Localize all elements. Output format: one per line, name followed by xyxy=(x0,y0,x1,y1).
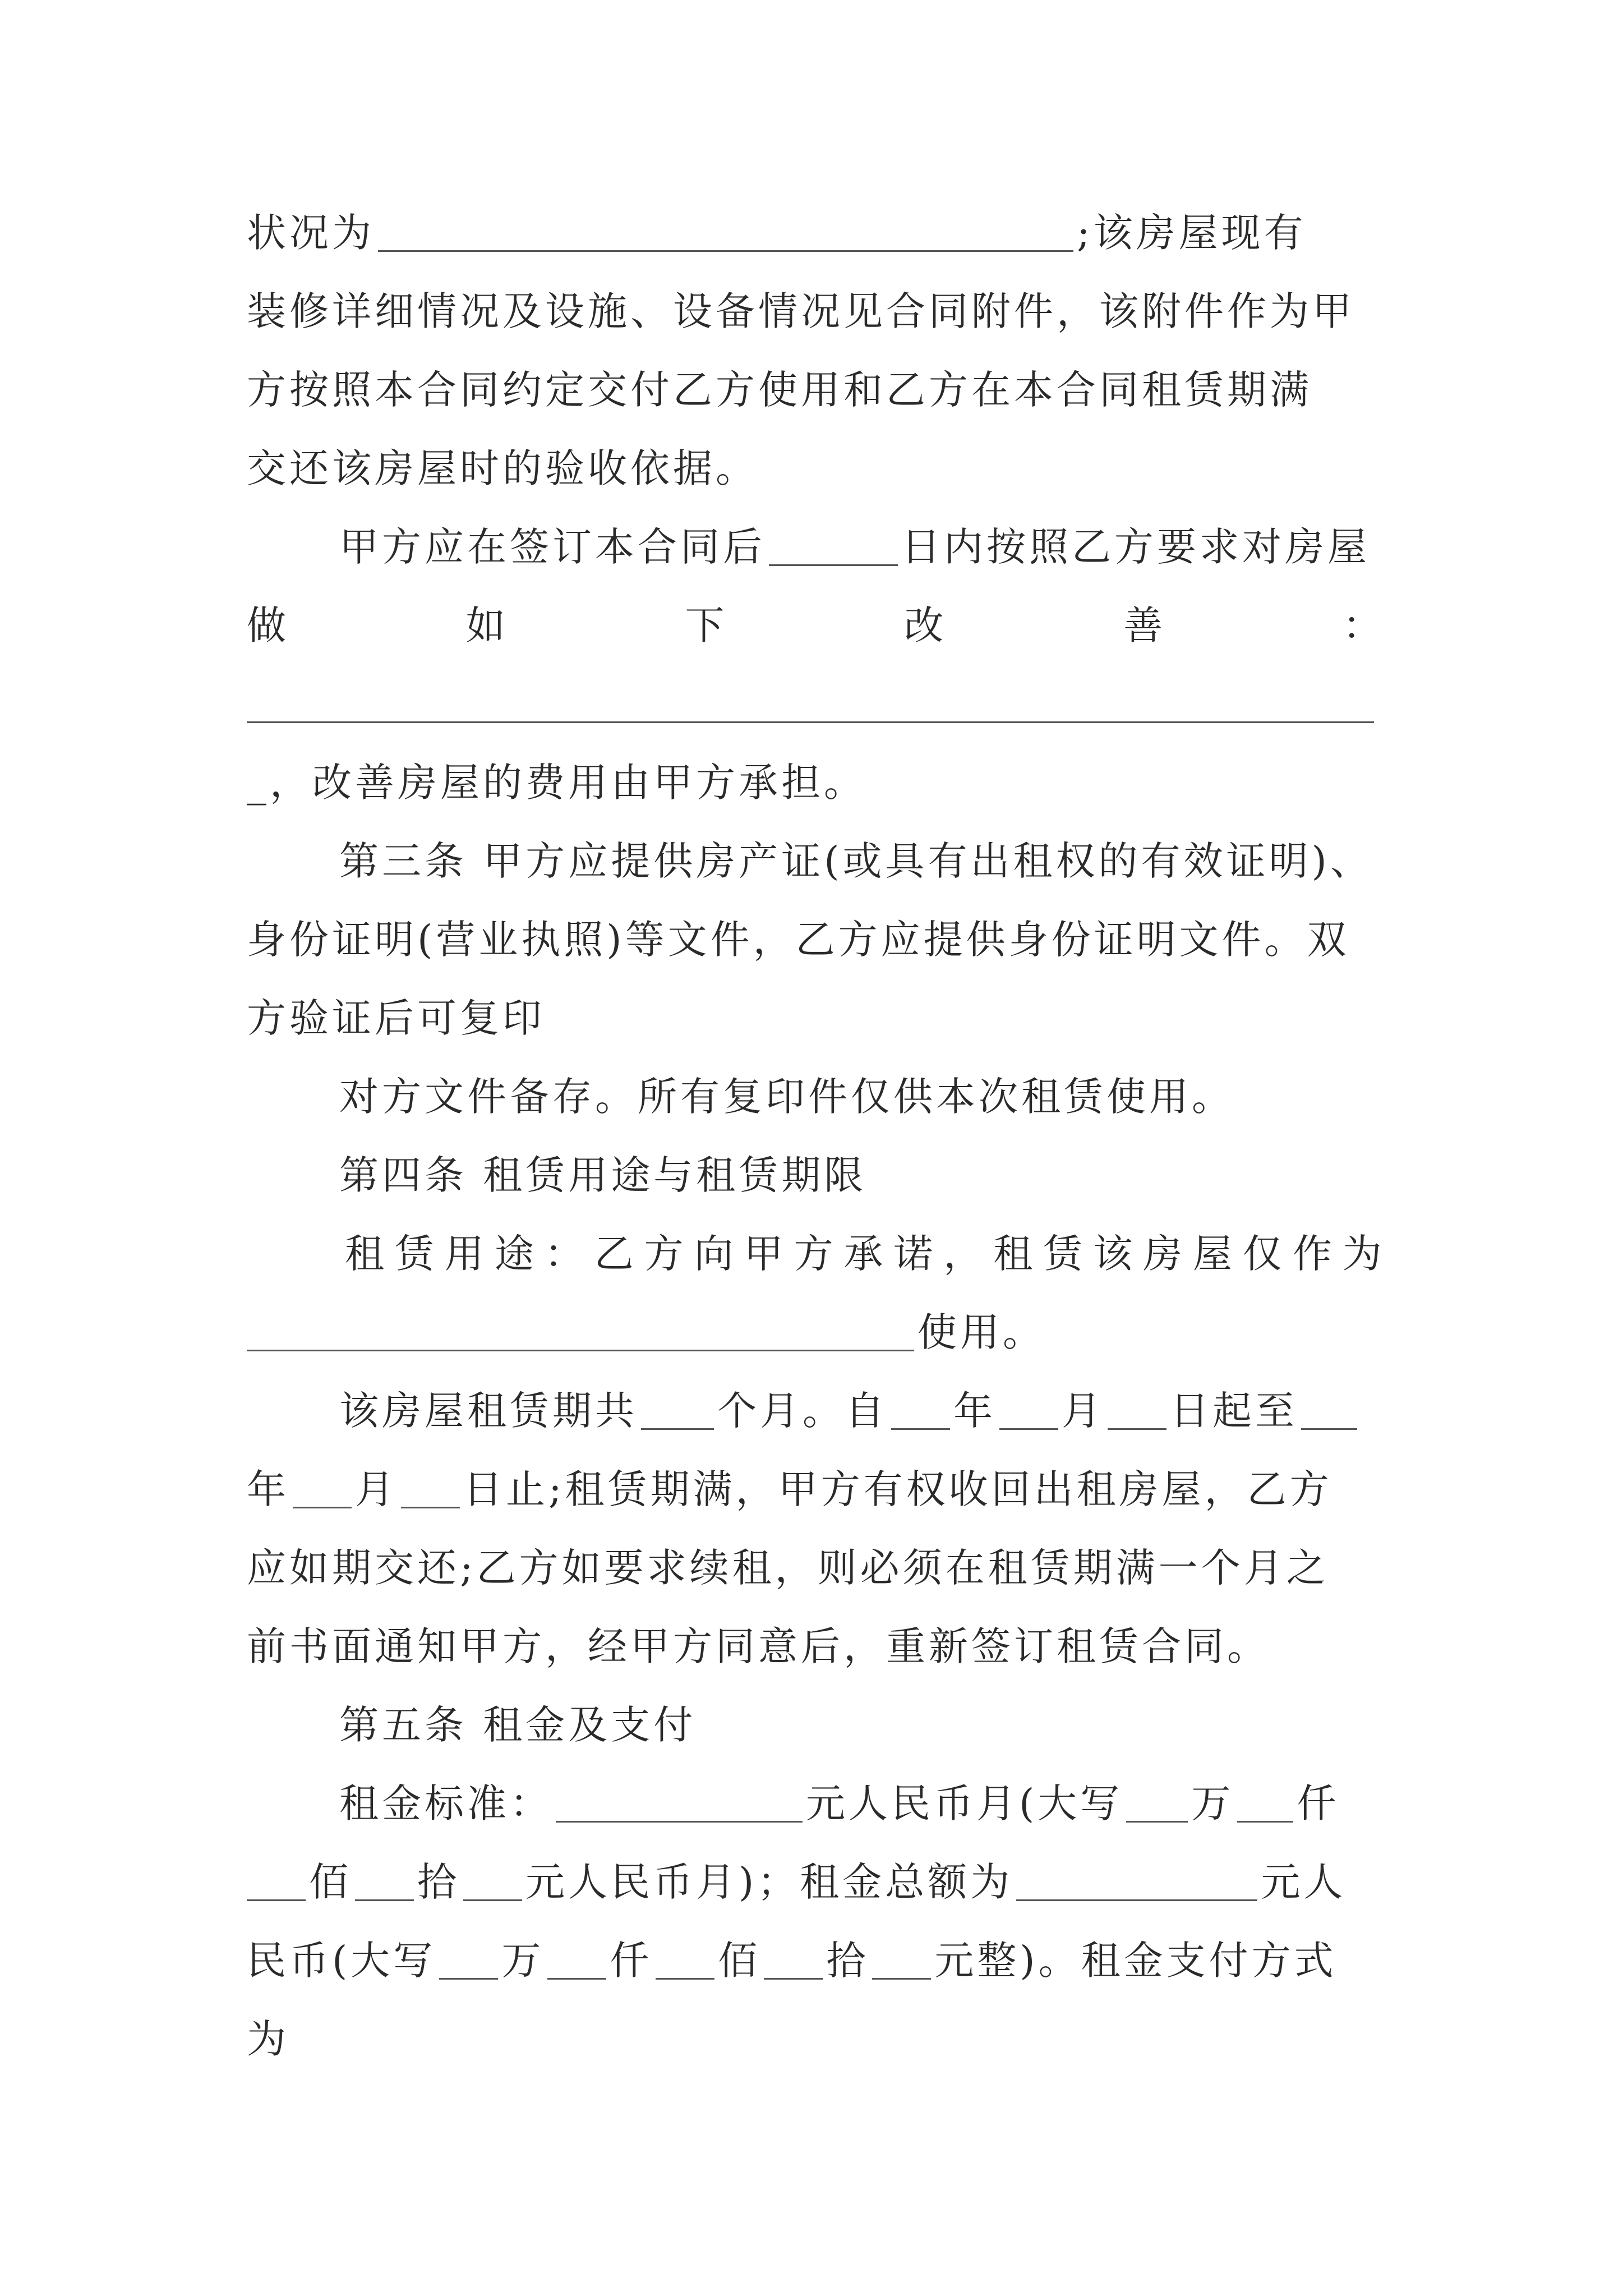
spread-char: ： xyxy=(544,1231,587,1277)
spread-char: 诺 xyxy=(893,1231,937,1277)
text-line-14 xyxy=(247,1301,1385,1363)
spread-char: 方 xyxy=(644,1231,687,1277)
text-fragment: 个月。自 xyxy=(717,1388,888,1434)
text-fragment: 仟 xyxy=(610,1938,653,1984)
text-fragment: 万 xyxy=(501,1938,545,1984)
text-fragment: 交还该房屋时的验收依据。 xyxy=(247,445,758,491)
text-line-4 xyxy=(247,438,1385,499)
spread-char: 仅 xyxy=(1242,1231,1285,1277)
blank-field[interactable] xyxy=(764,1939,823,1980)
text-fragment: 日起至 xyxy=(1170,1388,1298,1434)
text-line-5 xyxy=(339,516,1385,578)
text-line-22 xyxy=(247,1930,1385,1991)
text-fragment: 前书面通知甲方，经甲方同意后，重新签订租赁合同。 xyxy=(247,1623,1270,1669)
text-fragment: 年 xyxy=(953,1388,996,1434)
text-line-13 xyxy=(345,1223,1385,1285)
spread-char: 为 xyxy=(1342,1231,1385,1277)
text-line-10 xyxy=(247,987,1385,1049)
blank-field[interactable] xyxy=(1126,1782,1188,1823)
text-fragment: 月 xyxy=(1062,1388,1104,1434)
text-line-18 xyxy=(247,1616,1385,1677)
text-fragment: 元整)。租金支付方式 xyxy=(934,1938,1337,1984)
blank-field[interactable] xyxy=(247,1860,306,1901)
spread-char: 用 xyxy=(444,1231,487,1277)
blank-field[interactable] xyxy=(891,1389,950,1430)
text-line-7 xyxy=(247,752,1385,813)
blank-field[interactable] xyxy=(556,1782,803,1823)
text-fragment: 佰 xyxy=(718,1938,761,1984)
text-fragment: 日止;租赁期满，甲方有权收回出租房屋，乙方 xyxy=(463,1466,1332,1512)
text-line-17 xyxy=(247,1537,1385,1599)
blank-field[interactable] xyxy=(1301,1389,1357,1430)
text-fragment: 年 xyxy=(247,1466,289,1512)
blank-field[interactable] xyxy=(355,1860,414,1901)
blank-field[interactable] xyxy=(247,1310,914,1351)
spread-char: 租 xyxy=(993,1231,1036,1277)
text-fragment: 拾 xyxy=(826,1938,869,1984)
spread-char: 作 xyxy=(1292,1231,1335,1277)
text-fragment: ;该房屋现有 xyxy=(1077,210,1307,256)
text-line-21 xyxy=(247,1851,1385,1913)
text-fragment: 应如期交还;乙方如要求续租，则必须在租赁期满一个月之 xyxy=(247,1545,1329,1591)
text-line-8 xyxy=(339,830,1385,892)
spread-char: 向 xyxy=(694,1231,737,1277)
text-fragment: 仟 xyxy=(1297,1780,1340,1826)
spread-char: ， xyxy=(943,1231,986,1277)
text-line-16 xyxy=(247,1458,1385,1520)
spread-char: 善 xyxy=(1123,602,1166,648)
blank-field[interactable] xyxy=(293,1467,352,1508)
text-fragment: 月 xyxy=(355,1466,398,1512)
spread-char: 甲 xyxy=(744,1231,787,1277)
spread-char: 途 xyxy=(494,1231,537,1277)
text-fragment: 元人民币月(大写 xyxy=(806,1780,1123,1826)
article-5-heading xyxy=(339,1694,1385,1756)
blank-field[interactable] xyxy=(872,1939,931,1980)
blank-field[interactable] xyxy=(401,1467,460,1508)
text-fragment: 租金标准： xyxy=(339,1780,552,1826)
text-fragment: 该房屋租赁期共 xyxy=(339,1388,638,1434)
text-fragment: _，改善房屋的费用由甲方承担。 xyxy=(247,760,866,806)
text-fragment: 第四条 租赁用途与租赁期限 xyxy=(339,1152,867,1198)
spread-char: 租 xyxy=(345,1231,388,1277)
text-fragment: 状况为 xyxy=(247,210,375,256)
text-line-6 xyxy=(247,595,1385,656)
spread-char: 房 xyxy=(1143,1231,1186,1277)
spread-char: 赁 xyxy=(394,1231,437,1277)
blank-field[interactable] xyxy=(1016,1860,1257,1901)
text-fragment: 民币(大写 xyxy=(247,1938,436,1984)
spread-char: 乙 xyxy=(594,1231,637,1277)
text-line-20 xyxy=(339,1773,1385,1834)
spread-char: 赁 xyxy=(1043,1231,1086,1277)
blank-rule-line[interactable] xyxy=(247,721,1374,723)
spread-char: 承 xyxy=(843,1231,887,1277)
text-fragment: 拾 xyxy=(417,1859,460,1905)
blank-field[interactable] xyxy=(378,211,1073,252)
spread-char: 该 xyxy=(1093,1231,1136,1277)
spread-char: ： xyxy=(1342,602,1385,648)
text-fragment: 方验证后可复印 xyxy=(247,995,545,1041)
spread-char: 如 xyxy=(465,602,509,648)
text-fragment: 为 xyxy=(247,2016,289,2062)
text-fragment: 甲方应在签订本合同后 xyxy=(339,524,766,570)
text-line-3 xyxy=(247,359,1385,421)
spread-char: 屋 xyxy=(1192,1231,1235,1277)
blank-field[interactable] xyxy=(656,1939,714,1980)
spread-char: 改 xyxy=(904,602,947,648)
text-fragment: 装修详细情况及设施、设备情况见合同附件，该附件作为甲 xyxy=(247,288,1355,334)
blank-field[interactable] xyxy=(641,1389,714,1430)
text-line-11 xyxy=(339,1066,1385,1128)
text-fragment: 元人 xyxy=(1261,1859,1347,1905)
text-line-23 xyxy=(247,2008,1385,2070)
blank-field[interactable] xyxy=(1108,1389,1166,1430)
text-fragment: 日内按照乙方要求对房屋 xyxy=(901,524,1370,570)
spread-char: 做 xyxy=(247,602,289,648)
text-line-1 xyxy=(247,202,1385,264)
text-line-15 xyxy=(339,1380,1385,1442)
text-fragment: 佰 xyxy=(309,1859,352,1905)
text-fragment: 使用。 xyxy=(917,1309,1045,1355)
blank-field[interactable] xyxy=(439,1939,498,1980)
text-line-9 xyxy=(247,909,1385,970)
blank-field[interactable] xyxy=(547,1939,606,1980)
blank-field[interactable] xyxy=(463,1860,522,1901)
blank-field[interactable] xyxy=(999,1389,1058,1430)
spread-char: 下 xyxy=(685,602,728,648)
text-fragment: 万 xyxy=(1191,1780,1234,1826)
spread-char: 方 xyxy=(794,1231,837,1277)
text-fragment: 第五条 租金及支付 xyxy=(339,1702,697,1748)
text-fragment: 方按照本合同约定交付乙方使用和乙方在本合同租赁期满 xyxy=(247,367,1312,413)
text-fragment: 第三条 甲方应提供房产证(或具有出租权的有效证明)、 xyxy=(339,838,1373,884)
article-4-heading xyxy=(339,1144,1385,1206)
blank-field[interactable] xyxy=(1237,1782,1293,1823)
text-fragment: 元人民币月)；租金总额为 xyxy=(525,1859,1013,1905)
blank-field[interactable] xyxy=(769,525,898,566)
text-fragment: 对方文件备存。所有复印件仅供本次租赁使用。 xyxy=(339,1074,1234,1120)
text-line-2 xyxy=(247,280,1385,342)
text-fragment: 身份证明(营业执照)等文件，乙方应提供身份证明文件。双 xyxy=(247,917,1350,963)
